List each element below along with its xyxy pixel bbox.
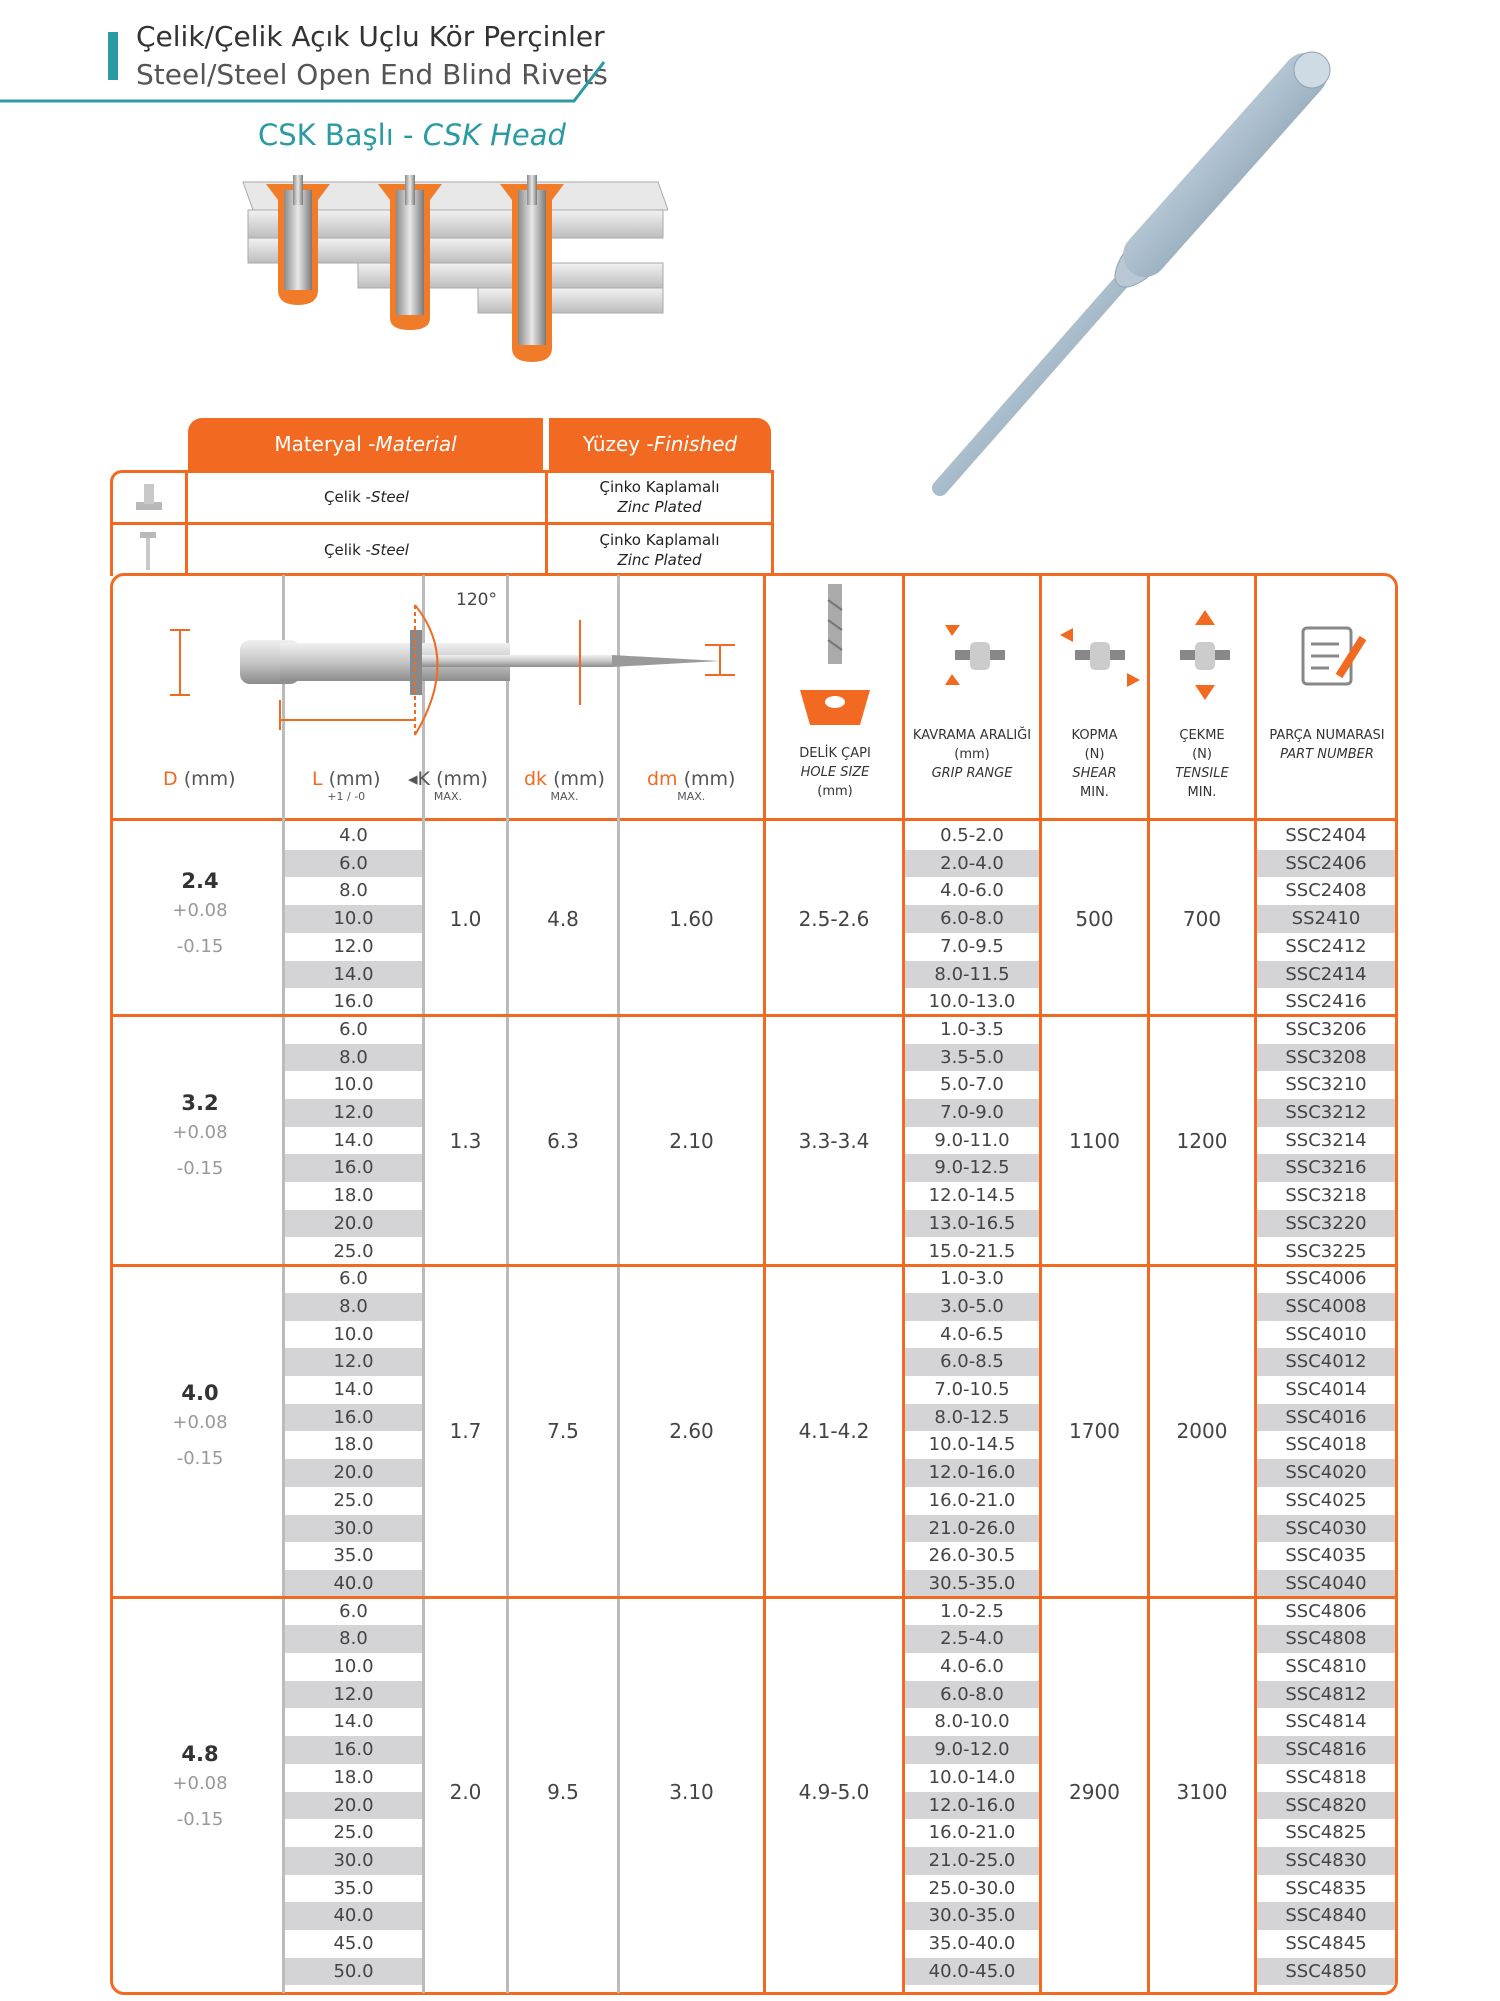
length-cell: 4.0 [339, 825, 368, 846]
part-number-cell: SSC4810 [1285, 1656, 1367, 1677]
length-cell: 14.0 [333, 963, 374, 985]
angle-label: 120° [456, 590, 497, 610]
diameter-cell [115, 1381, 285, 1477]
title-underline [0, 60, 610, 106]
dm-value: 3.10 [669, 1779, 714, 1804]
length-cell: 25.0 [333, 1240, 374, 1262]
length-cell: 20.0 [333, 1794, 374, 1816]
tolerance-minus: -0.15 [176, 1448, 224, 1470]
part-number-cell: SSC4012 [1285, 1351, 1367, 1373]
col-header-l: L (mm) +1 / -0 [312, 768, 381, 803]
length-cell: 8.0 [339, 880, 368, 902]
material-header: Materyal - Material [188, 418, 543, 470]
part-number-cell: SSC4818 [1285, 1766, 1367, 1788]
tensile-value: 3100 [1176, 1779, 1228, 1804]
part-number-cell: SSC4008 [1285, 1295, 1367, 1317]
length-cell: 6.0 [339, 1268, 368, 1290]
length-cell: 30.0 [333, 1849, 374, 1871]
tolerance-minus: -0.15 [176, 1157, 224, 1179]
diameter-value: 4.0 [181, 1381, 219, 1406]
length-cell: 16.0 [333, 1739, 374, 1761]
grip-range-cell: 3.0-5.0 [940, 1295, 1004, 1317]
part-number-cell: SSC3214 [1285, 1129, 1367, 1151]
length-cell: 40.0 [333, 1905, 374, 1927]
tolerance-plus: +0.08 [172, 1772, 228, 1794]
grip-range-cell: 6.0-8.5 [940, 1351, 1004, 1373]
dm-value: 1.60 [669, 906, 714, 931]
part-number-cell: SSC3216 [1285, 1157, 1367, 1179]
grip-range-cell: 0.5-2.0 [940, 825, 1004, 846]
length-cell: 10.0 [333, 1656, 374, 1677]
length-cell: 16.0 [333, 1157, 374, 1179]
part-number-cell: SSC4035 [1285, 1545, 1367, 1567]
length-cell: 6.0 [339, 1600, 368, 1622]
finish-header: Yüzey - Finished [549, 418, 771, 470]
hole-size-value: 4.1-4.2 [798, 1419, 870, 1444]
grip-range-icon [940, 620, 1010, 690]
k-value: 1.0 [449, 906, 482, 931]
part-number-cell: SSC2416 [1285, 991, 1367, 1013]
grip-range-cell: 21.0-25.0 [928, 1849, 1016, 1871]
grip-range-cell: 13.0-16.5 [928, 1212, 1016, 1234]
dk-value: 9.5 [547, 1779, 579, 1804]
shear-icon [1055, 620, 1145, 690]
grip-range-cell: 8.0-12.5 [934, 1406, 1010, 1428]
length-cell: 10.0 [333, 1323, 374, 1345]
length-cell: 16.0 [333, 1406, 374, 1428]
tolerance-minus: -0.15 [176, 935, 224, 957]
length-cell: 12.0 [333, 1351, 374, 1373]
dm-value: 2.60 [669, 1419, 714, 1444]
dm-value: 2.10 [669, 1128, 714, 1153]
part-number-cell: SSC4040 [1285, 1572, 1367, 1594]
grip-range-cell: 9.0-11.0 [934, 1129, 1010, 1151]
col-header-part: PARÇA NUMARASI PART NUMBER [1269, 728, 1385, 762]
length-cell: 50.0 [333, 1960, 374, 1982]
grip-range-cell: 4.0-6.5 [940, 1323, 1004, 1345]
part-number-cell: SSC4840 [1285, 1905, 1367, 1927]
part-number-cell: SSC4835 [1285, 1877, 1367, 1899]
length-cell: 25.0 [333, 1489, 374, 1511]
grip-range-cell: 30.0-35.0 [928, 1905, 1016, 1927]
part-number-cell: SSC4016 [1285, 1406, 1367, 1428]
grip-range-cell: 1.0-3.5 [940, 1018, 1004, 1040]
part-number-cell: SSC2408 [1285, 880, 1367, 902]
length-cell: 40.0 [333, 1572, 374, 1594]
part-number-cell: SSC4030 [1285, 1517, 1367, 1539]
rivet-product-image [920, 50, 1360, 530]
tolerance-plus: +0.08 [172, 1412, 228, 1434]
material-mandrel-cell: Çelik - Steel [324, 540, 409, 559]
part-number-cell: SSC3218 [1285, 1185, 1367, 1207]
length-cell: 30.0 [333, 1517, 374, 1539]
grip-range-cell: 12.0-16.0 [928, 1462, 1016, 1484]
length-cell: 6.0 [339, 1018, 368, 1040]
grip-range-cell: 9.0-12.5 [934, 1157, 1010, 1179]
tensile-value: 700 [1182, 906, 1222, 931]
shear-value: 1100 [1069, 1128, 1120, 1153]
col-header-shear: KOPMA (N) SHEAR MIN. [1071, 728, 1118, 800]
length-cell: 18.0 [333, 1434, 374, 1456]
grip-range-cell: 2.0-4.0 [940, 852, 1004, 874]
length-cell: 20.0 [333, 1462, 374, 1484]
grip-range-cell: 30.5-35.0 [928, 1572, 1016, 1594]
grip-range-cell: 35.0-40.0 [928, 1933, 1016, 1954]
length-cell: 12.0 [333, 1683, 374, 1705]
grip-range-cell: 1.0-3.0 [940, 1268, 1004, 1290]
length-cell: 16.0 [333, 991, 374, 1013]
grip-range-cell: 10.0-14.5 [928, 1434, 1016, 1456]
hole-size-value: 2.5-2.6 [798, 906, 870, 931]
part-number-icon [1295, 618, 1370, 693]
grip-range-cell: 7.0-9.5 [940, 935, 1004, 957]
col-header-tensile: ÇEKME (N) TENSILE MIN. [1175, 728, 1229, 800]
part-number-cell: SSC4010 [1285, 1323, 1367, 1345]
grip-range-cell: 10.0-13.0 [928, 991, 1016, 1013]
grip-range-cell: 12.0-16.0 [928, 1794, 1016, 1816]
col-header-grip: KAVRAMA ARALIĞI (mm) GRIP RANGE [912, 728, 1032, 781]
rivet-mandrel-icon [130, 530, 166, 572]
part-number-cell: SSC2414 [1285, 963, 1367, 985]
length-cell: 12.0 [333, 1102, 374, 1123]
diameter-cell [115, 1742, 285, 1838]
grip-range-cell: 8.0-11.5 [934, 963, 1010, 985]
length-cell: 14.0 [333, 1379, 374, 1400]
grip-range-cell: 2.5-4.0 [940, 1628, 1004, 1650]
hole-size-value: 4.9-5.0 [798, 1779, 870, 1804]
length-cell: 14.0 [333, 1711, 374, 1733]
part-number-cell: SSC3212 [1285, 1102, 1367, 1123]
part-number-cell: SSC2406 [1285, 852, 1367, 874]
diameter-value: 3.2 [181, 1090, 219, 1115]
part-number-cell: SSC4814 [1285, 1711, 1367, 1733]
drill-icon [790, 580, 880, 730]
grip-range-cell: 1.0-2.5 [940, 1600, 1004, 1622]
part-number-cell: SSC2404 [1285, 825, 1367, 846]
col-header-dk: dk (mm) MAX. [524, 768, 605, 803]
part-number-cell: SSC4018 [1285, 1434, 1367, 1456]
hole-size-value: 3.3-3.4 [798, 1128, 870, 1153]
page-title-en: Steel/Steel Open End Blind Rivets [136, 58, 608, 91]
grip-range-cell: 3.5-5.0 [940, 1046, 1004, 1068]
grip-range-cell: 40.0-45.0 [928, 1960, 1016, 1982]
part-number-cell: SSC4025 [1285, 1489, 1367, 1511]
part-number-cell: SSC4825 [1285, 1822, 1367, 1844]
tensile-icon [1170, 605, 1240, 705]
part-number-cell: SSC4816 [1285, 1739, 1367, 1761]
dk-value: 6.3 [547, 1128, 579, 1153]
part-number-cell: SSC3206 [1285, 1018, 1367, 1040]
diameter-cell [115, 1091, 285, 1187]
diameter-value: 4.8 [181, 1741, 219, 1766]
length-cell: 12.0 [333, 935, 374, 957]
grip-range-cell: 4.0-6.0 [940, 880, 1004, 902]
rivet-dimension-diagram [160, 585, 760, 755]
tolerance-plus: +0.08 [172, 1121, 228, 1143]
page-title-tr: Çelik/Çelik Açık Uçlu Kör Perçinler [136, 20, 605, 53]
tensile-value: 1200 [1176, 1128, 1228, 1153]
dk-value: 4.8 [547, 906, 579, 931]
shear-value: 1700 [1069, 1419, 1120, 1444]
length-cell: 6.0 [339, 852, 368, 874]
finish-body-cell: Çinko Kaplamalı Zinc Plated [599, 478, 720, 516]
col-header-d: D (mm) [163, 768, 236, 790]
grip-range-cell: 8.0-10.0 [934, 1711, 1010, 1733]
part-number-cell: SSC4850 [1285, 1960, 1367, 1982]
length-cell: 8.0 [339, 1046, 368, 1068]
length-cell: 8.0 [339, 1295, 368, 1317]
grip-range-cell: 7.0-9.0 [940, 1102, 1004, 1123]
col-header-dm: dm (mm) MAX. [647, 768, 736, 803]
cross-section-illustration [238, 170, 668, 380]
grip-range-cell: 9.0-12.0 [934, 1739, 1010, 1761]
part-number-cell: SSC3210 [1285, 1074, 1367, 1096]
diameter-cell [115, 869, 285, 965]
length-cell: 18.0 [333, 1766, 374, 1788]
k-value: 1.7 [449, 1419, 482, 1444]
grip-range-cell: 4.0-6.0 [940, 1656, 1004, 1677]
grip-range-cell: 16.0-21.0 [928, 1822, 1016, 1844]
part-number-cell: SSC3220 [1285, 1212, 1367, 1234]
grip-range-cell: 7.0-10.5 [934, 1379, 1010, 1400]
part-number-cell: SSC2412 [1285, 935, 1367, 957]
tolerance-minus: -0.15 [176, 1808, 224, 1830]
part-number-cell: SSC4820 [1285, 1794, 1367, 1816]
shear-value: 2900 [1069, 1779, 1120, 1804]
k-value: 2.0 [449, 1779, 482, 1804]
length-cell: 8.0 [339, 1628, 368, 1650]
finish-mandrel-cell: Çinko Kaplamalı Zinc Plated [599, 531, 720, 569]
length-cell: 10.0 [333, 1074, 374, 1096]
grip-range-cell: 10.0-14.0 [928, 1766, 1016, 1788]
diameter-value: 2.4 [181, 868, 219, 893]
part-number-cell: SSC4845 [1285, 1933, 1367, 1954]
col-header-k: ◂K (mm) MAX. [408, 768, 488, 803]
length-cell: 35.0 [333, 1545, 374, 1567]
grip-range-cell: 25.0-30.0 [928, 1877, 1016, 1899]
length-cell: 45.0 [333, 1933, 374, 1954]
part-number-cell: SSC4830 [1285, 1849, 1367, 1871]
part-number-cell: SSC4020 [1285, 1462, 1367, 1484]
rivet-body-icon [130, 480, 166, 514]
part-number-cell: SSC4808 [1285, 1628, 1367, 1650]
length-cell: 20.0 [333, 1212, 374, 1234]
grip-range-cell: 12.0-14.5 [928, 1185, 1016, 1207]
part-number-cell: SSC4806 [1285, 1600, 1367, 1622]
length-cell: 18.0 [333, 1185, 374, 1207]
length-cell: 10.0 [333, 908, 374, 930]
grip-range-cell: 5.0-7.0 [940, 1074, 1004, 1096]
part-number-cell: SSC4014 [1285, 1379, 1367, 1400]
tensile-value: 2000 [1176, 1419, 1228, 1444]
dk-value: 7.5 [547, 1419, 579, 1444]
part-number-cell: SSC4006 [1285, 1268, 1367, 1290]
part-number-cell: SSC4812 [1285, 1683, 1367, 1705]
length-cell: 25.0 [333, 1822, 374, 1844]
length-cell: 35.0 [333, 1877, 374, 1899]
k-value: 1.3 [449, 1128, 482, 1153]
part-number-cell: SS2410 [1291, 908, 1361, 930]
subtitle: CSK Başlı - CSK Head [258, 118, 566, 152]
grip-range-cell: 6.0-8.0 [940, 1683, 1004, 1705]
grip-range-cell: 16.0-21.0 [928, 1489, 1016, 1511]
col-header-hole: DELİK ÇAPI HOLE SIZE (mm) [799, 746, 871, 799]
material-body-cell: Çelik - Steel [324, 487, 409, 506]
tolerance-plus: +0.08 [172, 899, 228, 921]
grip-range-cell: 26.0-30.5 [928, 1545, 1016, 1567]
grip-range-cell: 21.0-26.0 [928, 1517, 1016, 1539]
grip-range-cell: 15.0-21.5 [928, 1240, 1016, 1262]
grip-range-cell: 6.0-8.0 [940, 908, 1004, 930]
length-cell: 14.0 [333, 1129, 374, 1151]
part-number-cell: SSC3208 [1285, 1046, 1367, 1068]
shear-value: 500 [1075, 906, 1114, 931]
part-number-cell: SSC3225 [1285, 1240, 1367, 1262]
